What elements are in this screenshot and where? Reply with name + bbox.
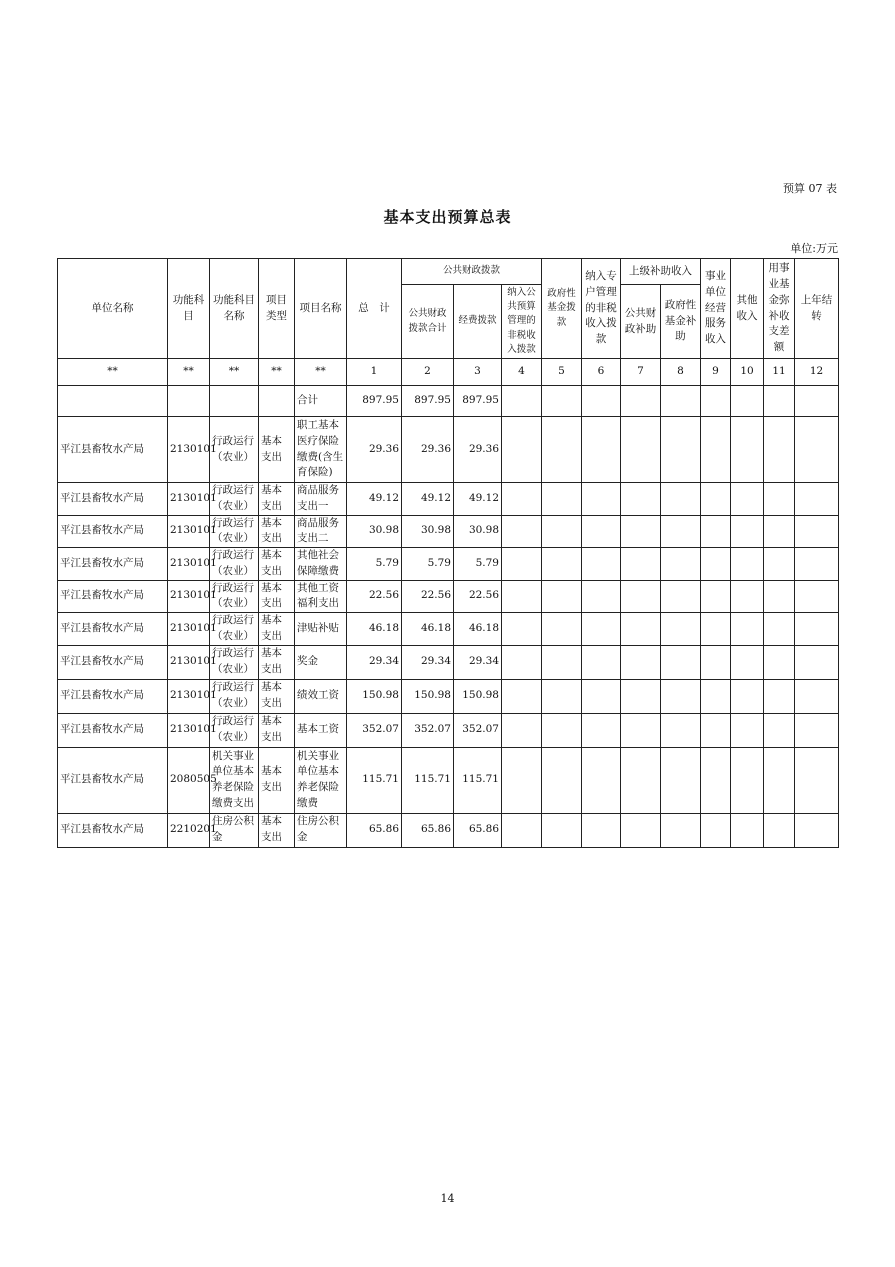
proj-name-cell: 商品服务支出一 — [295, 483, 347, 516]
total-cell: 150.98 — [347, 679, 402, 713]
col-proj-name: 项目名称 — [295, 259, 347, 359]
index-cell: 10 — [731, 359, 764, 386]
empty-cell — [621, 713, 661, 747]
operating-cell: 5.79 — [454, 548, 502, 581]
operating-cell: 46.18 — [454, 613, 502, 646]
proj-type-cell: 基本支出 — [259, 580, 295, 613]
func-name-cell: 行政运行（农业） — [210, 713, 259, 747]
empty-cell — [502, 613, 542, 646]
operating-cell: 29.36 — [454, 417, 502, 483]
unit-name-cell: 平江县畜牧水产局 — [58, 483, 168, 516]
func-name-cell: 行政运行（农业） — [210, 580, 259, 613]
empty-cell — [661, 515, 701, 548]
total-cell: 29.34 — [347, 645, 402, 679]
empty-cell — [764, 813, 795, 847]
total-public: 897.95 — [402, 386, 454, 417]
index-cell: ** — [295, 359, 347, 386]
proj-name-cell: 奖金 — [295, 645, 347, 679]
col-superior-public: 公共财政补助 — [621, 285, 661, 359]
func-name-cell: 行政运行（农业） — [210, 548, 259, 581]
empty-cell — [731, 515, 764, 548]
unit-name-cell: 平江县畜牧水产局 — [58, 580, 168, 613]
form-number: 预算 07 表 — [783, 182, 837, 195]
empty-cell — [502, 713, 542, 747]
proj-name-cell: 其他工资福利支出 — [295, 580, 347, 613]
table-row — [58, 679, 839, 713]
table-row — [58, 645, 839, 679]
empty-cell — [661, 548, 701, 581]
col-unit-name: 单位名称 — [58, 259, 168, 359]
func-name-cell: 行政运行（农业） — [210, 645, 259, 679]
empty-cell — [502, 679, 542, 713]
proj-type-cell: 基本支出 — [259, 548, 295, 581]
empty-cell — [764, 417, 795, 483]
func-code-cell: 2130101 — [168, 580, 210, 613]
empty-cell — [542, 613, 582, 646]
public-total-cell: 22.56 — [402, 580, 454, 613]
budget-table — [57, 258, 839, 848]
func-code-cell: 2080505 — [168, 747, 210, 813]
public-total-cell: 49.12 — [402, 483, 454, 516]
empty-cell — [502, 483, 542, 516]
total-cell: 30.98 — [347, 515, 402, 548]
empty-cell — [731, 747, 764, 813]
empty-cell — [661, 613, 701, 646]
proj-name-cell: 机关事业单位基本养老保险缴费 — [295, 747, 347, 813]
col-gov-fund: 政府性基金拨款 — [542, 259, 582, 359]
proj-type-cell: 基本支出 — [259, 515, 295, 548]
empty-cell — [795, 813, 839, 847]
public-total-cell: 5.79 — [402, 548, 454, 581]
empty-cell — [731, 813, 764, 847]
empty-cell — [542, 548, 582, 581]
col-proj-type: 项目类型 — [259, 259, 295, 359]
col-public-nontax: 纳入公共预算管理的非税收入拨款 — [502, 285, 542, 359]
empty-cell — [542, 713, 582, 747]
public-total-cell: 46.18 — [402, 613, 454, 646]
table-header — [58, 259, 839, 359]
empty-cell — [542, 813, 582, 847]
empty-cell — [582, 417, 621, 483]
page-title: 基本支出预算总表 — [383, 208, 512, 226]
unit-name-cell: 平江县畜牧水产局 — [58, 747, 168, 813]
public-total-cell: 30.98 — [402, 515, 454, 548]
col-func-code: 功能科目 — [168, 259, 210, 359]
func-name-cell: 行政运行（农业） — [210, 417, 259, 483]
proj-name-cell: 基本工资 — [295, 713, 347, 747]
public-total-cell: 65.86 — [402, 813, 454, 847]
empty-cell — [731, 548, 764, 581]
public-total-cell: 115.71 — [402, 747, 454, 813]
unit-label: 单位:万元 — [790, 242, 838, 255]
unit-name-cell: 平江县畜牧水产局 — [58, 613, 168, 646]
total-cell: 352.07 — [347, 713, 402, 747]
empty-cell — [795, 483, 839, 516]
table-row — [58, 515, 839, 548]
empty-cell — [701, 515, 731, 548]
empty-cell — [661, 813, 701, 847]
func-code-cell: 2130101 — [168, 645, 210, 679]
public-total-cell: 29.34 — [402, 645, 454, 679]
operating-cell: 29.34 — [454, 645, 502, 679]
col-carryover: 上年结转 — [795, 259, 839, 359]
empty-cell — [502, 515, 542, 548]
func-code-cell: 2130101 — [168, 483, 210, 516]
empty-cell — [731, 713, 764, 747]
empty-cell — [795, 679, 839, 713]
index-cell: 1 — [347, 359, 402, 386]
empty-cell — [661, 483, 701, 516]
table-row — [58, 713, 839, 747]
empty-cell — [661, 747, 701, 813]
page-number: 14 — [440, 1192, 455, 1205]
empty-cell — [542, 679, 582, 713]
empty-cell — [701, 580, 731, 613]
empty-cell — [582, 747, 621, 813]
index-row — [58, 359, 839, 386]
empty-cell — [701, 645, 731, 679]
table-row — [58, 747, 839, 813]
index-cell: 5 — [542, 359, 582, 386]
empty-cell — [542, 483, 582, 516]
index-cell: ** — [259, 359, 295, 386]
empty-cell — [542, 580, 582, 613]
index-cell: 8 — [661, 359, 701, 386]
proj-type-cell: 基本支出 — [259, 813, 295, 847]
empty-cell — [795, 613, 839, 646]
total-cell: 46.18 — [347, 613, 402, 646]
empty-cell — [582, 713, 621, 747]
operating-cell: 115.71 — [454, 747, 502, 813]
operating-cell: 65.86 — [454, 813, 502, 847]
empty-cell — [701, 417, 731, 483]
empty-cell — [764, 747, 795, 813]
col-func-name: 功能科目名称 — [210, 259, 259, 359]
empty-cell — [764, 713, 795, 747]
index-cell: ** — [210, 359, 259, 386]
empty-cell — [701, 813, 731, 847]
total-cell: 65.86 — [347, 813, 402, 847]
unit-name-cell: 平江县畜牧水产局 — [58, 515, 168, 548]
func-code-cell: 2210201 — [168, 813, 210, 847]
func-name-cell: 行政运行（农业） — [210, 483, 259, 516]
table-body — [58, 417, 839, 848]
empty-cell — [764, 580, 795, 613]
unit-name-cell: 平江县畜牧水产局 — [58, 679, 168, 713]
proj-type-cell: 基本支出 — [259, 645, 295, 679]
empty-cell — [621, 645, 661, 679]
func-name-cell: 住房公积金 — [210, 813, 259, 847]
total-cell: 115.71 — [347, 747, 402, 813]
unit-name-cell: 平江县畜牧水产局 — [58, 645, 168, 679]
proj-type-cell: 基本支出 — [259, 483, 295, 516]
func-code-cell: 2130101 — [168, 515, 210, 548]
empty-cell — [661, 417, 701, 483]
func-name-cell: 行政运行（农业） — [210, 679, 259, 713]
unit-name-cell: 平江县畜牧水产局 — [58, 813, 168, 847]
col-total: 总 计 — [347, 259, 402, 359]
empty-cell — [764, 679, 795, 713]
index-cell: 2 — [402, 359, 454, 386]
empty-cell — [701, 713, 731, 747]
empty-cell — [731, 417, 764, 483]
empty-cell — [731, 580, 764, 613]
empty-cell — [582, 645, 621, 679]
empty-cell — [502, 580, 542, 613]
index-cell: 11 — [764, 359, 795, 386]
empty-cell — [795, 548, 839, 581]
col-special-nontax: 纳入专户管理的非税收入拨款 — [582, 259, 621, 359]
col-operating: 经费拨款 — [454, 285, 502, 359]
func-code-cell: 2130101 — [168, 713, 210, 747]
empty-cell — [542, 747, 582, 813]
empty-cell — [795, 515, 839, 548]
empty-cell — [502, 645, 542, 679]
proj-name-cell: 绩效工资 — [295, 679, 347, 713]
empty-cell — [582, 580, 621, 613]
operating-cell: 352.07 — [454, 713, 502, 747]
empty-cell — [502, 747, 542, 813]
empty-cell — [582, 679, 621, 713]
col-business: 事业单位经营服务收入 — [701, 259, 731, 359]
unit-name-cell: 平江县畜牧水产局 — [58, 417, 168, 483]
unit-name-cell: 平江县畜牧水产局 — [58, 548, 168, 581]
empty-cell — [764, 548, 795, 581]
public-total-cell: 150.98 — [402, 679, 454, 713]
unit-name-cell: 平江县畜牧水产局 — [58, 713, 168, 747]
proj-name-cell: 其他社会保障缴费 — [295, 548, 347, 581]
empty-cell — [731, 679, 764, 713]
empty-cell — [621, 679, 661, 713]
col-public-total: 公共财政拨款合计 — [402, 285, 454, 359]
operating-cell: 22.56 — [454, 580, 502, 613]
table-row — [58, 417, 839, 483]
empty-cell — [542, 515, 582, 548]
col-group-superior: 上级补助收入 — [621, 259, 701, 285]
table-row — [58, 613, 839, 646]
col-group-public: 公共财政拨款 — [402, 259, 542, 285]
proj-type-cell: 基本支出 — [259, 713, 295, 747]
col-superior-gov: 政府性基金补助 — [661, 285, 701, 359]
empty-cell — [764, 645, 795, 679]
empty-cell — [582, 613, 621, 646]
index-cell: 3 — [454, 359, 502, 386]
index-cell: 12 — [795, 359, 839, 386]
empty-cell — [621, 483, 661, 516]
empty-cell — [661, 713, 701, 747]
empty-cell — [542, 645, 582, 679]
empty-cell — [701, 613, 731, 646]
total-operating: 897.95 — [454, 386, 502, 417]
empty-cell — [795, 713, 839, 747]
empty-cell — [795, 747, 839, 813]
func-name-cell: 行政运行（农业） — [210, 515, 259, 548]
total-cell: 22.56 — [347, 580, 402, 613]
func-code-cell: 2130101 — [168, 613, 210, 646]
empty-cell — [764, 613, 795, 646]
empty-cell — [502, 813, 542, 847]
total-cell: 29.36 — [347, 417, 402, 483]
empty-cell — [701, 679, 731, 713]
empty-cell — [731, 483, 764, 516]
proj-type-cell: 基本支出 — [259, 613, 295, 646]
operating-cell: 49.12 — [454, 483, 502, 516]
empty-cell — [621, 580, 661, 613]
empty-cell — [731, 645, 764, 679]
empty-cell — [701, 483, 731, 516]
empty-cell — [582, 548, 621, 581]
col-fund-supplement: 用事业基金弥补收支差额 — [764, 259, 795, 359]
func-code-cell: 2130101 — [168, 417, 210, 483]
empty-cell — [661, 580, 701, 613]
table-row — [58, 548, 839, 581]
empty-cell — [731, 613, 764, 646]
empty-cell — [661, 679, 701, 713]
proj-type-cell: 基本支出 — [259, 417, 295, 483]
empty-cell — [621, 613, 661, 646]
empty-cell — [502, 417, 542, 483]
empty-cell — [621, 548, 661, 581]
empty-cell — [795, 645, 839, 679]
index-cell: ** — [58, 359, 168, 386]
operating-cell: 30.98 — [454, 515, 502, 548]
func-code-cell: 2130101 — [168, 548, 210, 581]
func-name-cell: 行政运行（农业） — [210, 613, 259, 646]
operating-cell: 150.98 — [454, 679, 502, 713]
col-other: 其他收入 — [731, 259, 764, 359]
empty-cell — [621, 747, 661, 813]
index-cell: 6 — [582, 359, 621, 386]
public-total-cell: 352.07 — [402, 713, 454, 747]
func-name-cell: 机关事业单位基本养老保险缴费支出 — [210, 747, 259, 813]
index-cell: ** — [168, 359, 210, 386]
empty-cell — [582, 515, 621, 548]
proj-type-cell: 基本支出 — [259, 679, 295, 713]
empty-cell — [621, 515, 661, 548]
index-cell: 4 — [502, 359, 542, 386]
proj-name-cell: 津贴补贴 — [295, 613, 347, 646]
empty-cell — [621, 813, 661, 847]
total-row — [58, 386, 839, 417]
empty-cell — [502, 548, 542, 581]
empty-cell — [795, 417, 839, 483]
total-cell: 49.12 — [347, 483, 402, 516]
empty-cell — [701, 548, 731, 581]
proj-name-cell: 住房公积金 — [295, 813, 347, 847]
proj-name-cell: 职工基本医疗保险缴费(含生育保险) — [295, 417, 347, 483]
empty-cell — [701, 747, 731, 813]
public-total-cell: 29.36 — [402, 417, 454, 483]
table-row — [58, 813, 839, 847]
empty-cell — [764, 515, 795, 548]
empty-cell — [764, 483, 795, 516]
func-code-cell: 2130101 — [168, 679, 210, 713]
index-cell: 9 — [701, 359, 731, 386]
table-row — [58, 580, 839, 613]
empty-cell — [795, 580, 839, 613]
table-row — [58, 483, 839, 516]
proj-type-cell: 基本支出 — [259, 747, 295, 813]
total-label: 合计 — [295, 386, 347, 417]
empty-cell — [621, 417, 661, 483]
index-cell: 7 — [621, 359, 661, 386]
total-amount: 897.95 — [347, 386, 402, 417]
empty-cell — [661, 645, 701, 679]
empty-cell — [582, 483, 621, 516]
empty-cell — [542, 417, 582, 483]
total-cell: 5.79 — [347, 548, 402, 581]
empty-cell — [582, 813, 621, 847]
proj-name-cell: 商品服务支出二 — [295, 515, 347, 548]
